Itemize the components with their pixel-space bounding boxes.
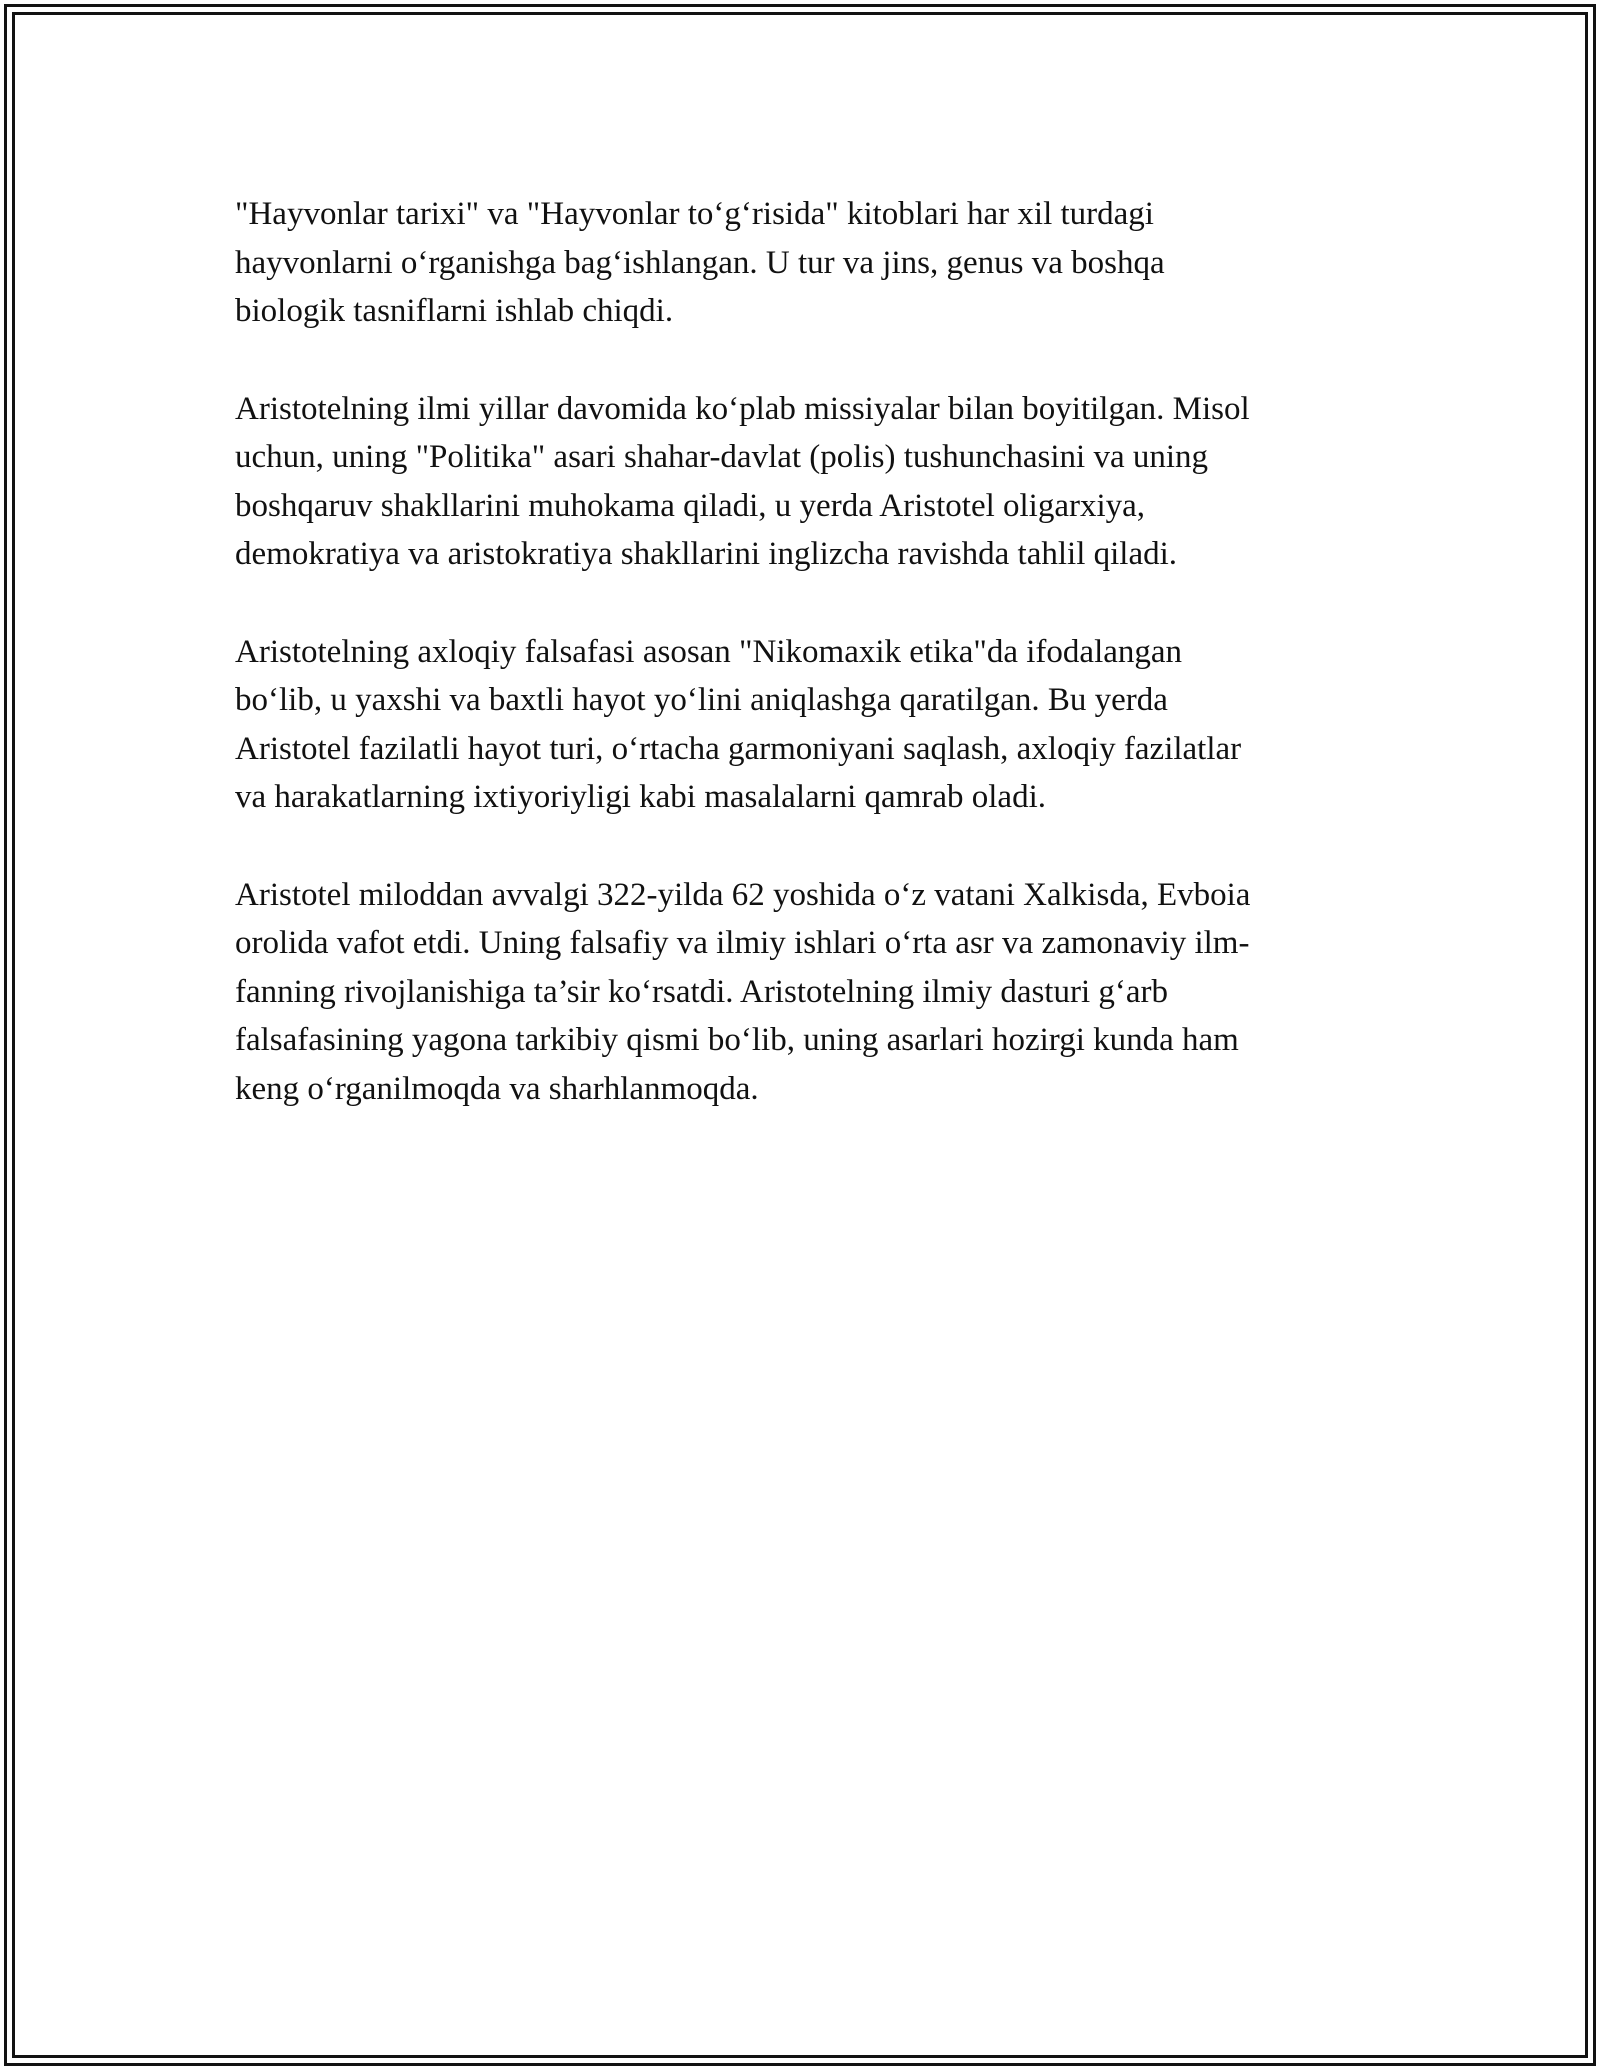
document-body <box>235 190 1365 1162</box>
paragraph-animals: "Hayvonlar tarixi" va "Hayvonlar to‘g‘risida" kitoblari har xil turdagi hayvonlarni o‘rganishga bag‘ishlangan. U tur va jins, genus va boshqa biologik tasniflarni ishlab chiqdi. <box>235 196 1165 329</box>
paragraph-politics: Aristotelning ilmi yillar davomida ko‘plab missiyalar bilan boyitilgan. Misol uchun, uning "Politika" asari shahar-davlat (polis) tushunchasini va uning boshqaruv shakllarini muhokama qiladi, u yerda Aristotel oligarxiya, demokratiya va aristokratiya shakllarini inglizcha ravishda tahlil qiladi. <box>235 390 1250 572</box>
paragraph-death-legacy: Aristotel miloddan avvalgi 322-yilda 62 yoshida o‘z vatani Xalkisda, Evboia orolida vafot etdi. Uning falsafiy va ilmiy ishlari o‘rta asr va zamonaviy ilm- fanning rivojlanishiga ta’sir ko‘rsatdi. Aristotelning ilmiy dasturi g‘arb falsafasining yagona tarkibiy qismi bo‘lib, uning asarlari hozirgi kunda ham keng o‘rganilmoqda va sharhlanmoqda. <box>235 876 1251 1107</box>
paragraph-ethics: Aristotelning axloqiy falsafasi asosan "Nikomaxik etika"da ifodalangan bo‘lib, u yaxshi va baxtli hayot yo‘lini aniqlashga qaratilgan. Bu yerda Aristotel fazilatli hayot turi, o‘rtacha garmoniyani saqlash, axloqiy fazilatlar va harakatlarning ixtiyoriyligi kabi masalalarni qamrab oladi. <box>235 633 1242 815</box>
